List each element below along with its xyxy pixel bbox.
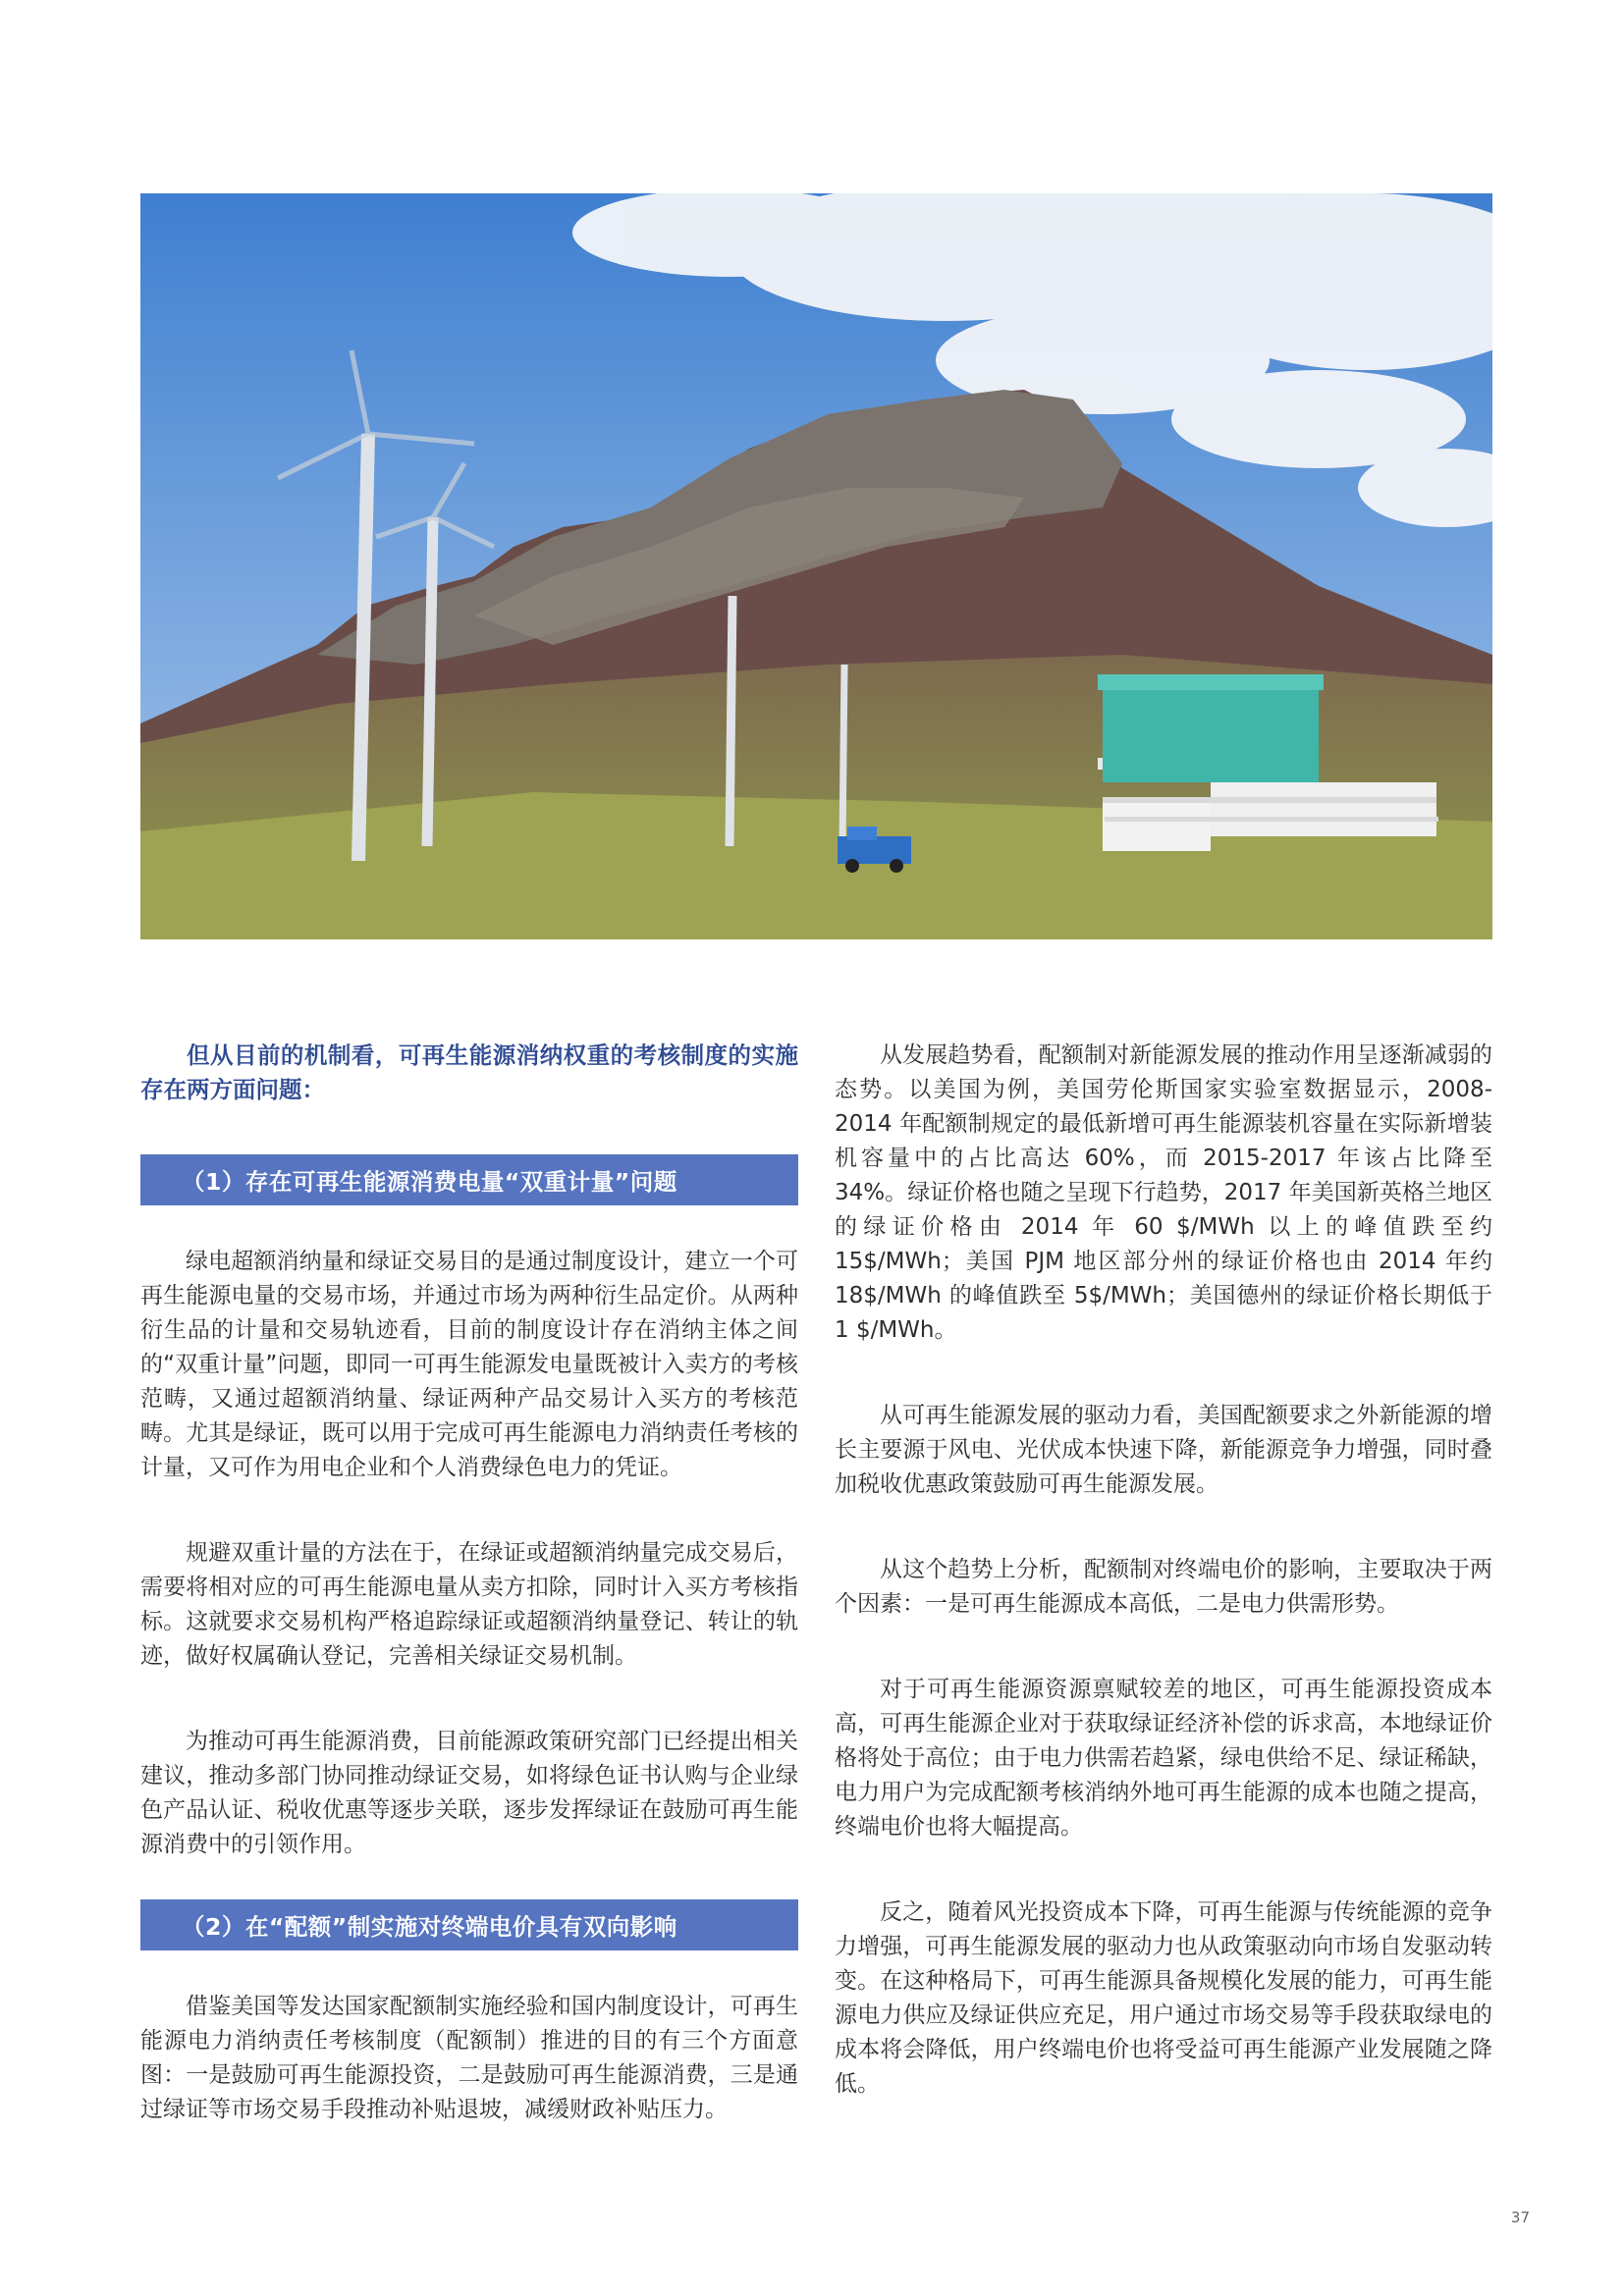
left-column — [140, 1039, 798, 2127]
paragraph: 从可再生能源发展的驱动力看，美国配额要求之外新能源的增长主要源于风电、光伏成本快速下降，新能源竞争力增强，同时叠加税收优惠政策鼓励可再生能源发展。 — [835, 1403, 1492, 1497]
paragraph: 规避双重计量的方法在于，在绿证或超额消纳量完成交易后，需要将相对应的可再生能源电量从卖方扣除，同时计入买方考核指标。这就要求交易机构严格追踪绿证或超额消纳量登记、转让的轨迹，做好权属确认登记，完善相关绿证交易机制。 — [140, 1540, 798, 1669]
wind-turbine-photo — [140, 193, 1492, 939]
page-number: 37 — [1510, 2209, 1530, 2226]
paragraph: 为推动可再生能源消费，目前能源政策研究部门已经提出相关建议，推动多部门协同推动绿证交易，如将绿色证书认购与企业绿色产品认证、税收优惠等逐步关联，逐步发挥绿证在鼓励可再生能源消费中的引领作用。 — [140, 1729, 798, 1857]
landscape-illustration — [140, 193, 1492, 939]
paragraph: 从这个趋势上分析，配额制对终端电价的影响，主要取决于两个因素：一是可再生能源成本高低，二是电力供需形势。 — [835, 1557, 1492, 1617]
paragraph: 对于可再生能源资源禀赋较差的地区，可再生能源投资成本高，可再生能源企业对于获取绿证经济补偿的诉求高，本地绿证价格将处于高位；由于电力供需若趋紧，绿电供给不足、绿证稀缺，电力用户为完成配额考核消纳外地可再生能源的成本也随之提高，终端电价也将大幅提高。 — [835, 1677, 1492, 1840]
right-column — [835, 1039, 1492, 2102]
paragraph: 从发展趋势看，配额制对新能源发展的推动作用呈逐渐减弱的态势。以美国为例，美国劳伦斯国家实验室数据显示，2008-2014 年配额制规定的最低新增可再生能源装机容量在实际新增装机容量中的占比高达 60%，而 2015-2017 年该占比降至 34%。绿证价格也随之呈现下行趋势，2017 年美国新英格兰地区的绿证价格由 2014 年 60 $/MWh 以上的峰值跌至约 15$/MWh；美国 PJM 地区部分州的绿证价格也由 2014 年约 18$/MWh 的峰值跌至 5$/MWh；美国德州的绿证价格长期低于 1 $/MWh。 — [835, 1042, 1492, 1343]
paragraph: 绿电超额消纳量和绿证交易目的是通过制度设计，建立一个可再生能源电量的交易市场，并通过市场为两种衍生品定价。从两种衍生品的计量和交易轨迹看，目前的制度设计存在消纳主体之间的“双重计量”问题，即同一可再生能源发电量既被计入卖方的考核范畴，又通过超额消纳量、绿证两种产品交易计入买方的考核范畴。尤其是绿证，既可以用于完成可再生能源电力消纳责任考核的计量，又可作为用电企业和个人消费绿色电力的凭证。 — [140, 1249, 798, 1480]
paragraph: 借鉴美国等发达国家配额制实施经验和国内制度设计，可再生能源电力消纳责任考核制度（配额制）推进的目的有三个方面意图：一是鼓励可再生能源投资，二是鼓励可再生能源消费，三是通过绿证等市场交易手段推动补贴退坡，减缓财政补贴压力。 — [140, 1994, 798, 2122]
section-1-heading: （1）存在可再生能源消费电量“双重计量”问题 — [140, 1154, 798, 1205]
paragraph: 反之，随着风光投资成本下降，可再生能源与传统能源的竞争力增强，可再生能源发展的驱动力也从政策驱动向市场自发驱动转变。在这种格局下，可再生能源具备规模化发展的能力，可再生能源电力供应及绿证供应充足，用户通过市场交易等手段获取绿电的成本将会降低，用户终端电价也将受益可再生能源产业发展随之降低。 — [835, 1899, 1492, 2097]
section-2-heading: （2）在“配额”制实施对终端电价具有双向影响 — [140, 1899, 798, 1950]
lead-statement: 但从目前的机制看，可再生能源消纳权重的考核制度的实施存在两方面问题： — [140, 1041, 798, 1103]
